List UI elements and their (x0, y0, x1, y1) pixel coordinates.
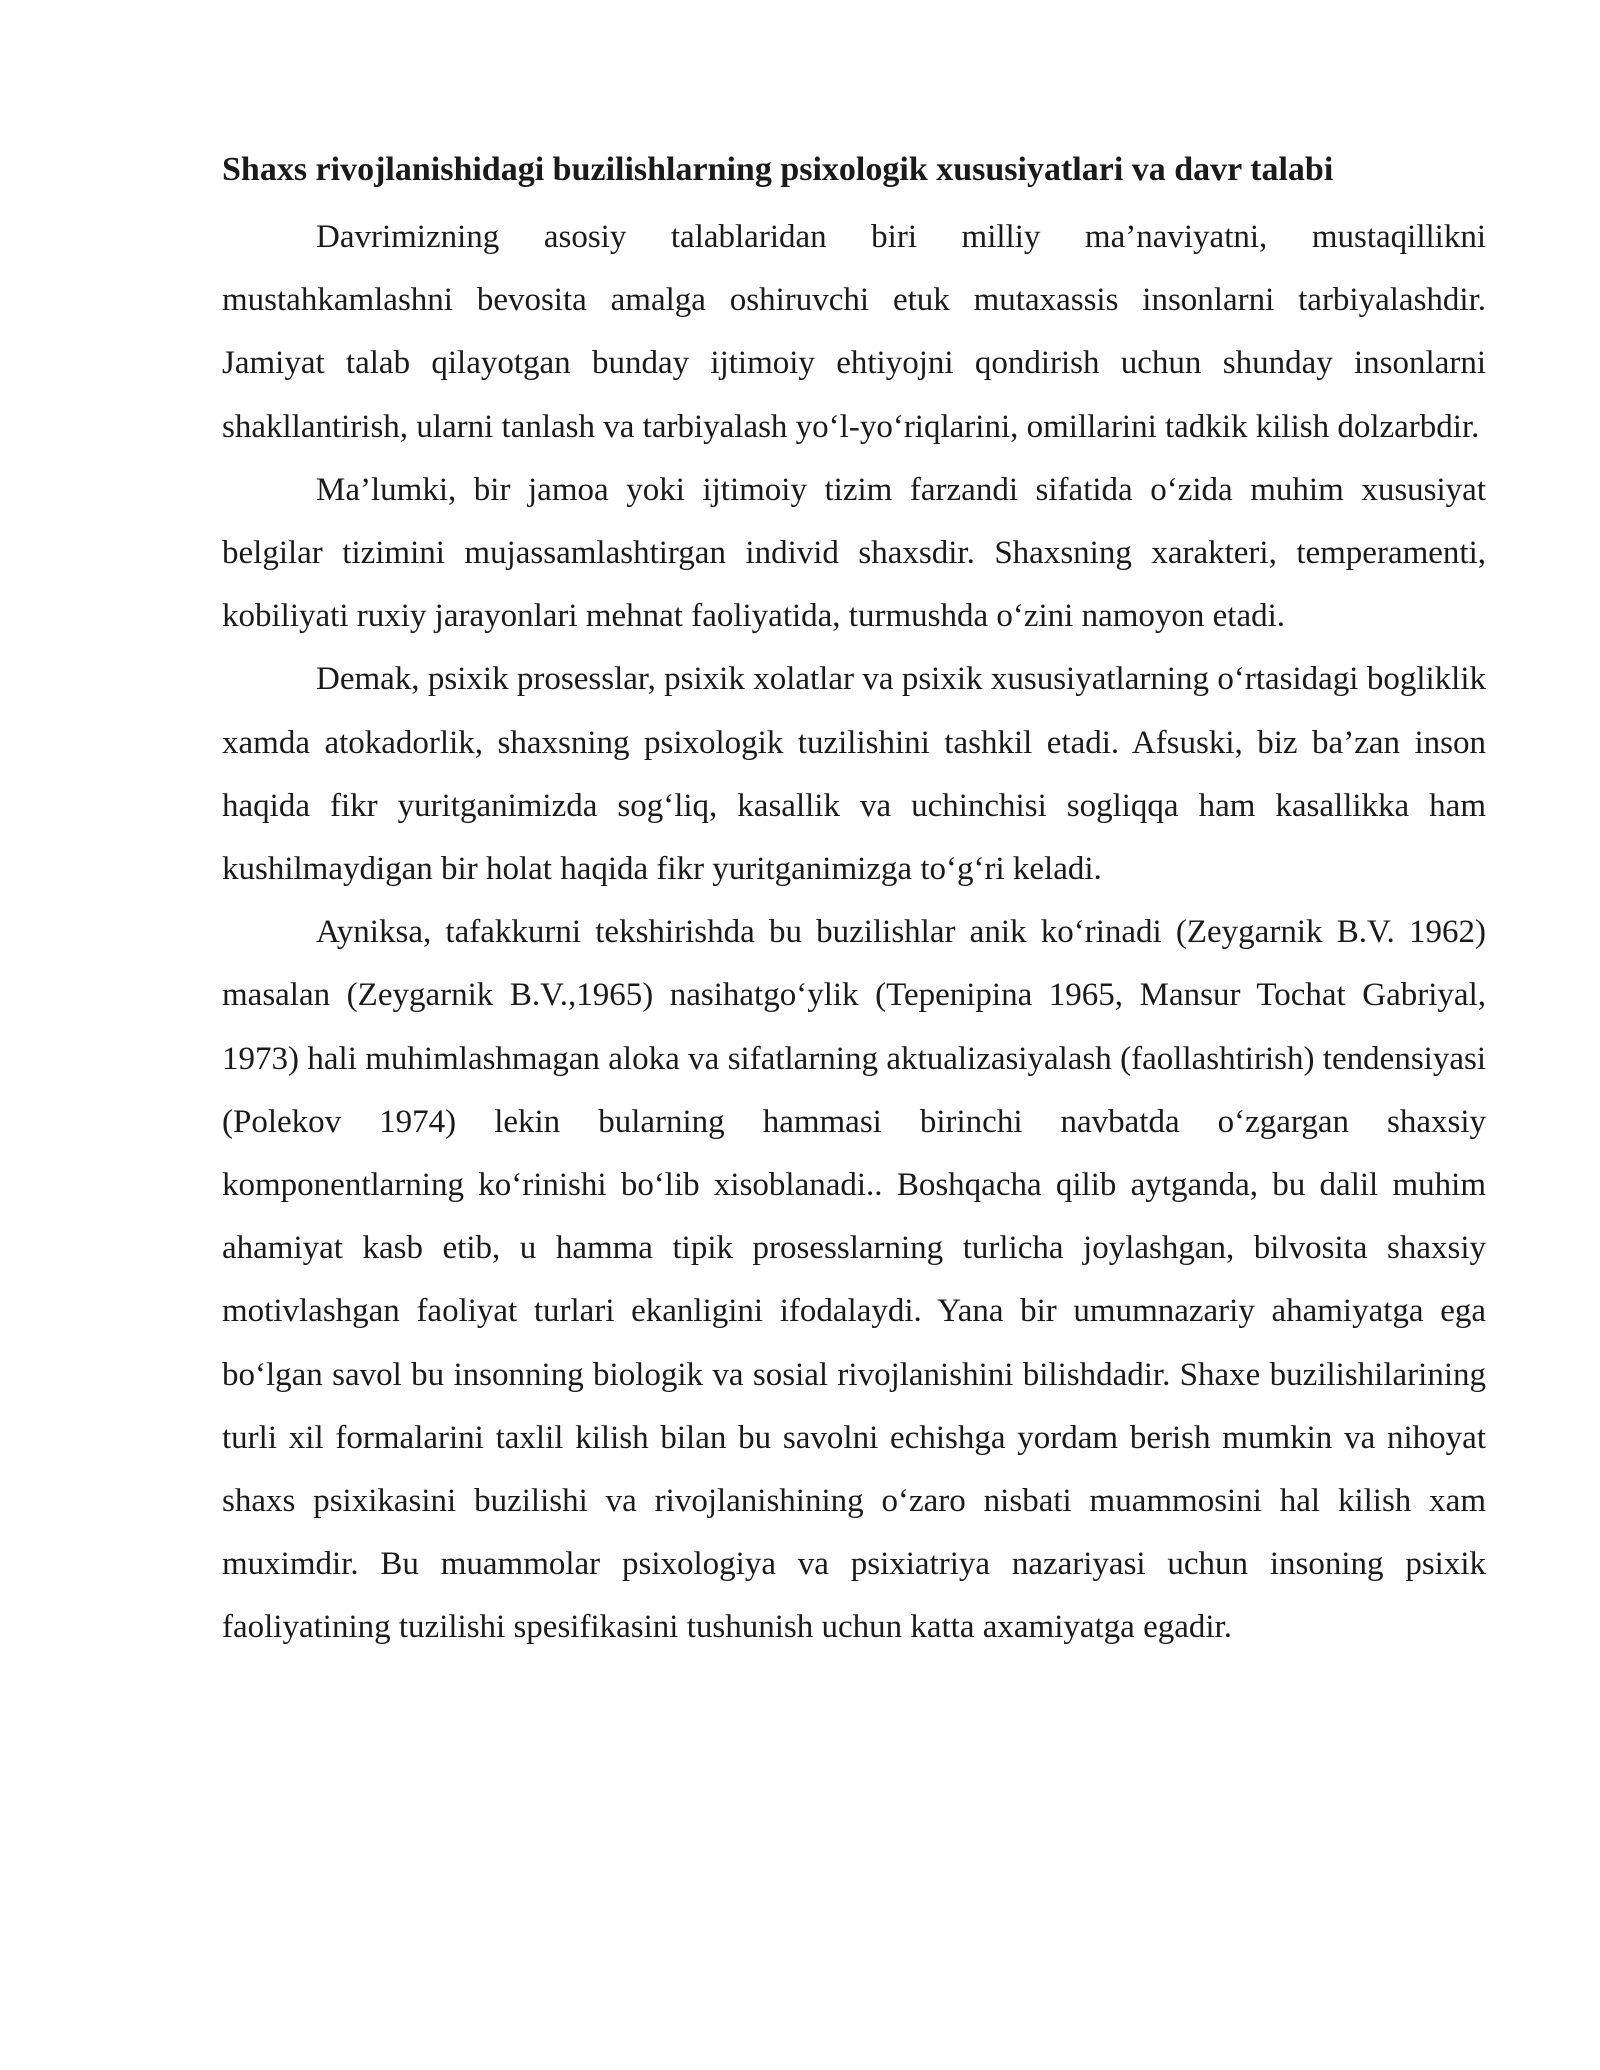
paragraph-4: Ayniksa, tafakkurni tekshirishda bu buzilishlar anik ko‘rinadi (Zeygarnik B.V. 1962) masalan (Zeygarnik B.V.,1965) nasihatgo‘ylik (Tepenipina 1965, Mansur Tochat Gabriyal, 1973) hali muhimlashmagan aloka va sifatlarning aktualizasiyalash (faollashtirish) tendensiyasi (Polekov 1974) lekin bularning hammasi birinchi navbatda o‘zgargan shaxsiy komponentlarning ko‘rinishi bo‘lib xisoblanadi.. Boshqacha qilib aytganda, bu dalil muhim ahamiyat kasb etib, u hamma tipik prosesslarning turlicha joylashgan, bilvosita shaxsiy motivlashgan faoliyat turlari ekanligini ifodalaydi. Yana bir umumnazariy ahamiyatga ega bo‘lgan savol bu insonning biologik va sosial rivojlanishini bilishdadir. Shaxe buzilishilarining turli xil formalarini taxlil kilish bilan bu savolni echishga yordam berish mumkin va nihoyat shaxs psixikasini buzilishi va rivojlanishining o‘zaro nisbati muammosini hal kilish xam muximdir. Bu muammolar psixologiya va psixiatriya nazariyasi uchun insoning psixik faoliyatining tuzilishi spesifikasini tushunish uchun katta axamiyatga egadir. (222, 914, 1486, 1646)
document-body (222, 148, 1486, 1660)
paragraph-2: Ma’lumki, bir jamoa yoki ijtimoiy tizim farzandi sifatida o‘zida muhim xususiyat belgilar tizimini mujassamlashtirgan individ shaxsdir. Shaxsning xarakteri, temperamenti, kobiliyati ruxiy jarayonlari mehnat faoliyatida, turmushda o‘zini namoyon etadi. (222, 471, 1486, 635)
paragraph-1: Davrimizning asosiy talablaridan biri milliy ma’naviyatni, mustaqillikni mustahkamlashni bevosita amalga oshiruvchi etuk mutaxassis insonlarni tarbiyalashdir. Jamiyat talab qilayotgan bunday ijtimoiy ehtiyojni qondirish uchun shunday insonlarni shakllantirish, ularni tanlash va tarbiyalash yo‘l-yo‘riqlarini, omillarini tadkik kilish dolzarbdir. (222, 219, 1486, 445)
document-title: Shaxs rivojlanishidagi buzilishlarning psixologik xususiyatlari va davr talabi (222, 151, 1334, 188)
paragraph-3: Demak, psixik prosesslar, psixik xolatlar va psixik xususiyatlarning o‘rtasidagi bogliklik xamda atokadorlik, shaxsning psixologik tuzilishini tashkil etadi. Afsuski, biz ba’zan inson haqida fikr yuritganimizda sog‘liq, kasallik va uchinchisi sogliqqa ham kasallikka ham kushilmaydigan bir holat haqida fikr yuritganimizga to‘g‘ri keladi. (222, 661, 1486, 888)
